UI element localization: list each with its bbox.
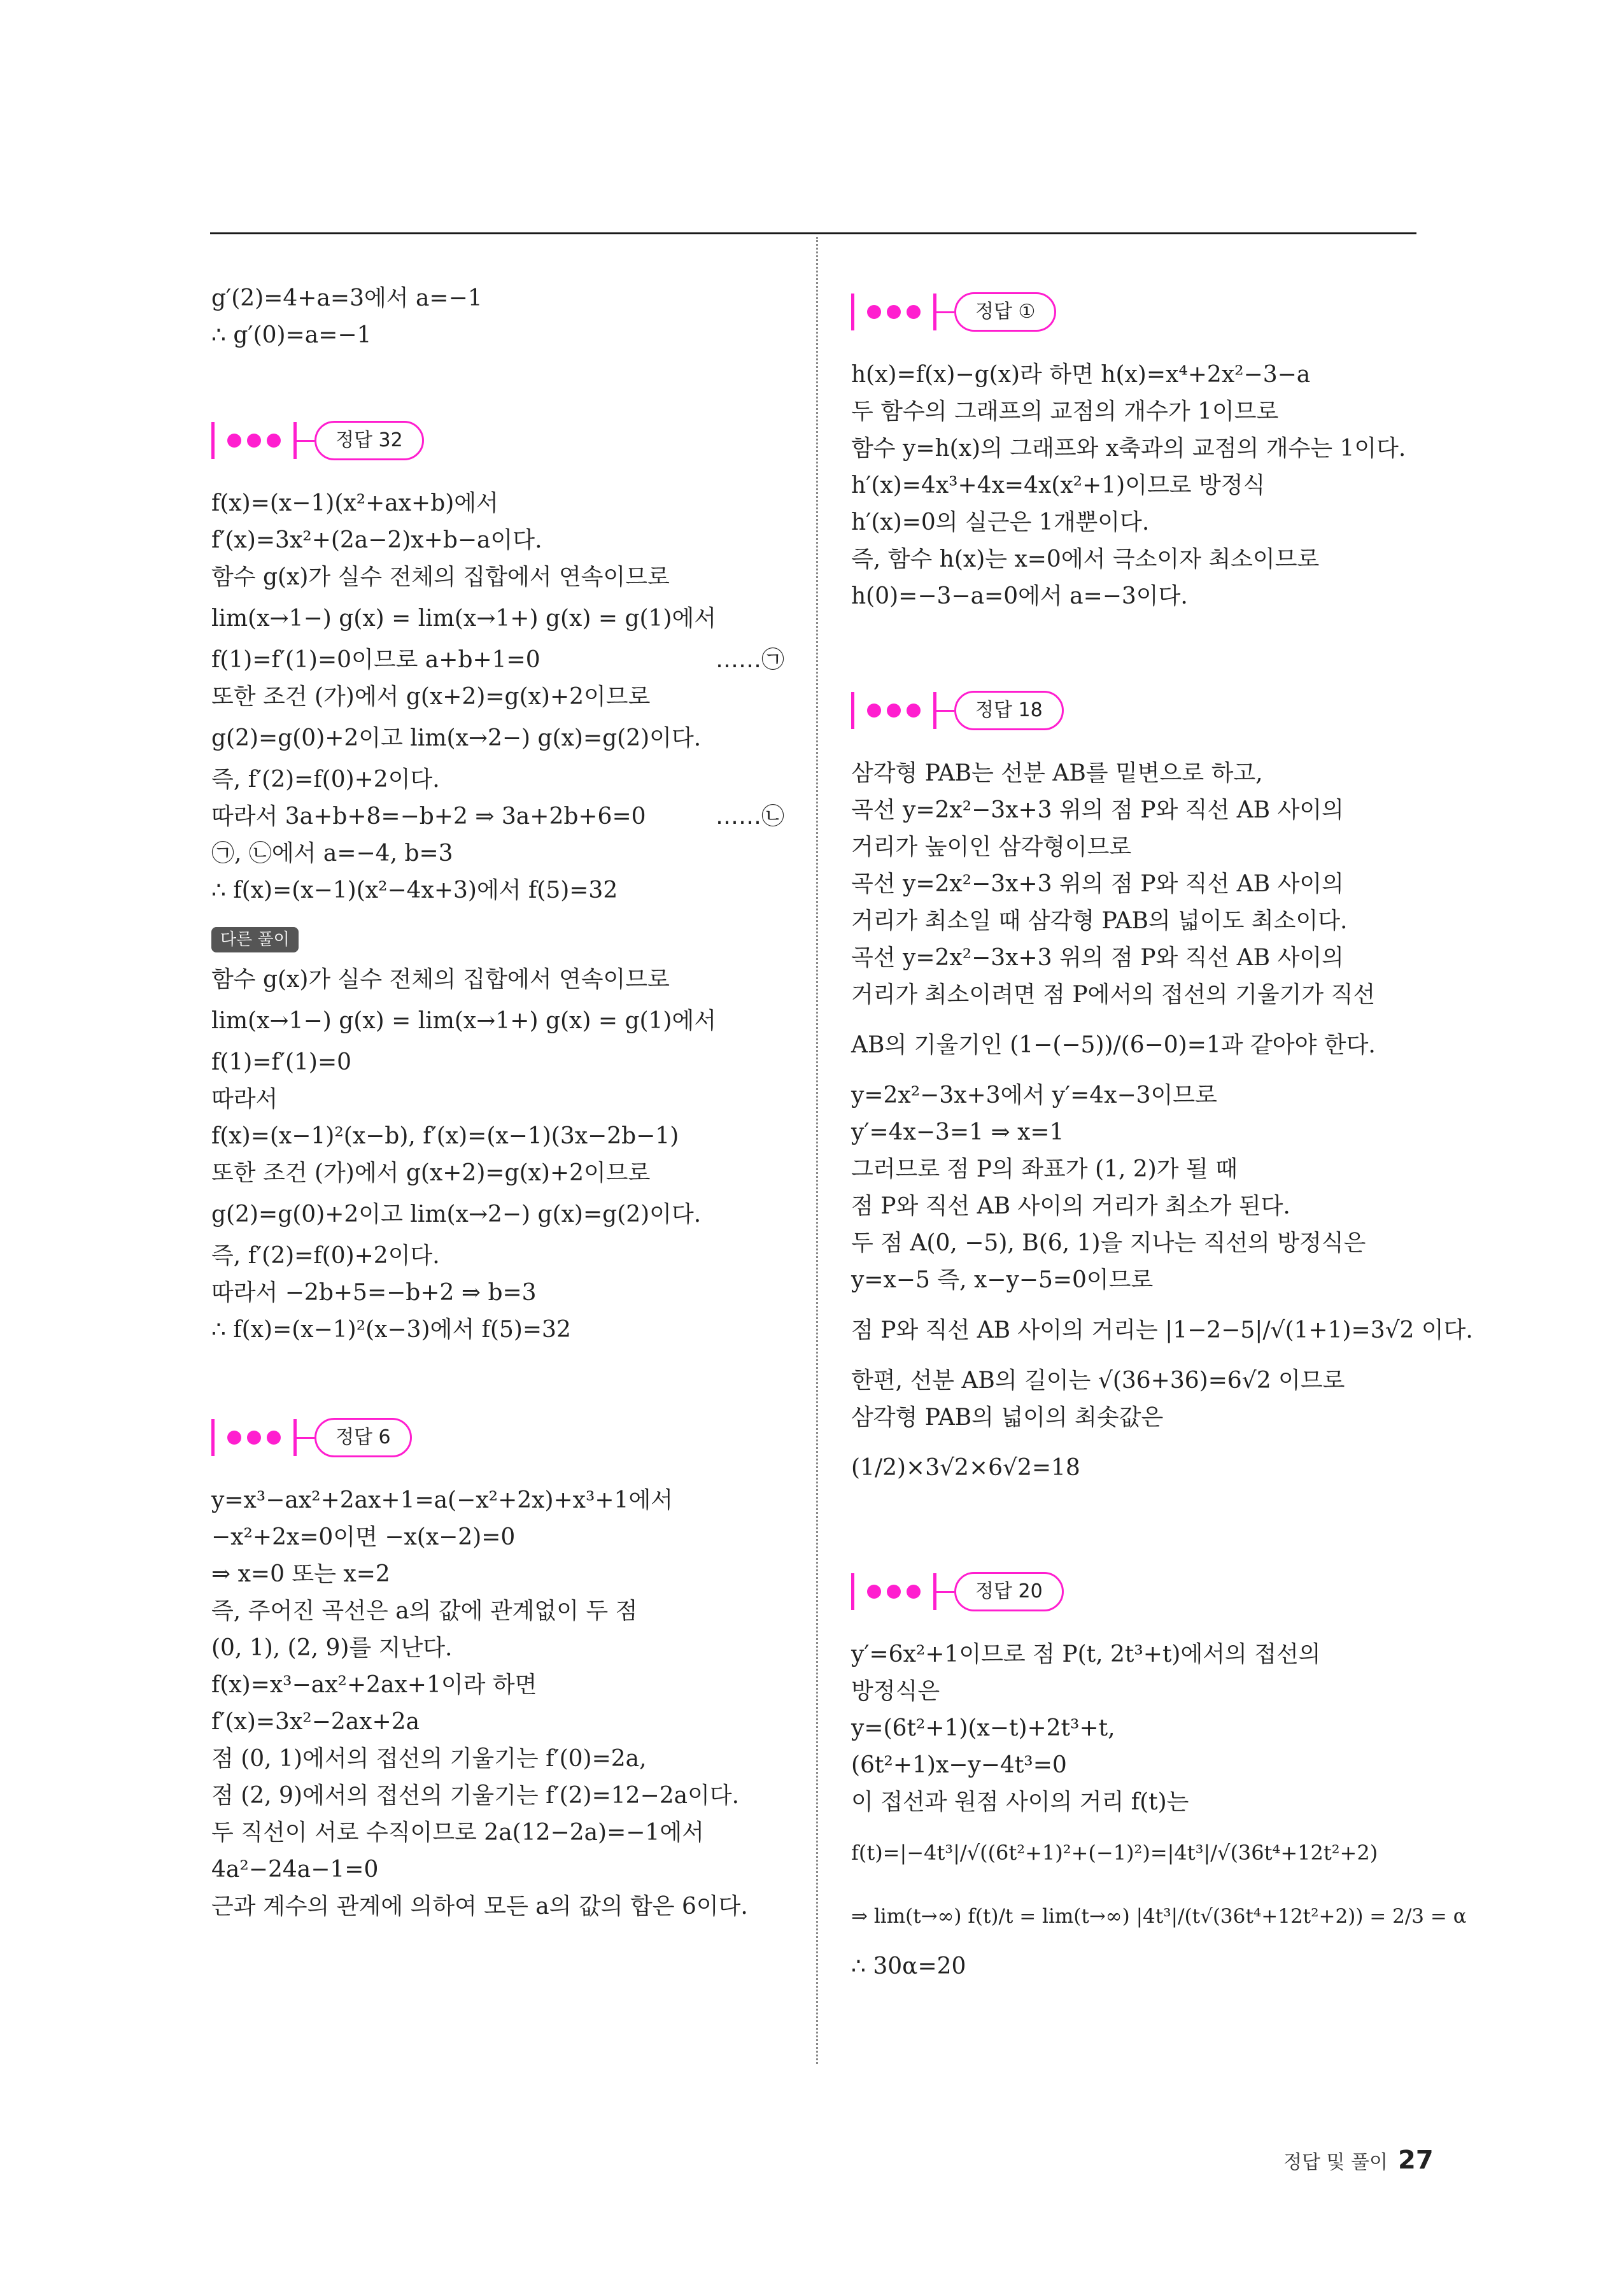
accent-bar [851,294,854,330]
text-line: 삼각형 PAB의 넓이의 최솟값은 [851,1404,1164,1431]
intro-section [211,280,784,354]
answer-18-section [851,685,1473,1500]
text-line: f(x)=(x−1)(x²+ax+b)에서 [211,490,498,516]
text-line: ∴ g′(0)=a=−1 [211,322,372,348]
text-line: 두 함수의 그래프의 교점의 개수가 1이므로 [851,399,1279,425]
text-line: 그러므로 점 P의 좌표가 (1, 2)가 될 때 [851,1156,1238,1182]
text-line: (0, 1), (2, 9)를 지난다. [211,1635,453,1661]
text-line: 따라서 [211,1086,278,1112]
dots-icon [227,434,281,448]
text-line: 즉, 함수 h(x)는 x=0에서 극소이자 최소이므로 [851,546,1320,572]
equation: f(1)=f′(1)=0이므로 a+b+1=0 [211,647,540,673]
text-line: 곡선 y=2x²−3x+3 위의 점 P와 직선 AB 사이의 [851,945,1344,971]
right-column [851,287,1473,1985]
text-line: g′(2)=4+a=3에서 a=−1 [211,285,483,311]
text-line: 삼각형 PAB는 선분 AB를 밑변으로 하고, [851,760,1263,786]
accent-bar [851,1573,854,1610]
accent-bar [211,1419,215,1456]
text-line: 4a²−24a−1=0 [211,1857,379,1883]
equation: 따라서 3a+b+8=−b+2 ⇒ 3a+2b+6=0 [211,803,646,830]
text-line: g(2)=g(0)+2이고 lim(x→2−) g(x)=g(2)이다. [211,725,702,751]
answer-badge: 정답 20 [954,1572,1064,1611]
equation-mark: ……㉠ [715,647,784,673]
text-line: 곡선 y=2x²−3x+3 위의 점 P와 직선 AB 사이의 [851,871,1344,897]
connector-line [297,1437,314,1439]
answer-badge: 정답 32 [314,421,424,460]
answer-header [851,685,1424,736]
answer-badge: 정답 18 [954,691,1064,730]
answer-20-section [851,1566,1467,1985]
text-line: f(1)=f′(1)=0 [211,1049,352,1075]
text-line: y′=6x²+1이므로 점 P(t, 2t³+t)에서의 접선의 [851,1641,1321,1667]
text-line: 즉, 주어진 곡선은 a의 값에 관계없이 두 점 [211,1598,638,1624]
text-line: 점 (2, 9)에서의 접선의 기울기는 f′(2)=12−2a이다. [211,1783,740,1809]
text-line: f′(x)=3x²−2ax+2a [211,1709,420,1735]
dots-icon [867,1585,921,1599]
text-line: 방정식은 [851,1678,940,1704]
answer-1-section [851,287,1424,615]
text-line: y=x−5 즉, x−y−5=0이므로 [851,1267,1154,1293]
text-line: 거리가 높이인 삼각형이므로 [851,834,1132,860]
text-line: y=x³−ax²+2ax+1=a(−x²+2x)+x³+1에서 [211,1487,674,1513]
text-line: y=(6t²+1)(x−t)+2t³+t, [851,1715,1115,1741]
accent-bar [851,692,854,729]
text-line: lim(x→1−) g(x) = lim(x→1+) g(x) = g(1)에서 [211,605,717,632]
text-line: 거리가 최소이려면 점 P에서의 접선의 기울기가 직선 [851,982,1376,1008]
text-line: lim(x→1−) g(x) = lim(x→1+) g(x) = g(1)에서 [211,1008,717,1034]
text-line: ⇒ lim(t→∞) f(t)/t = lim(t→∞) |4t³|/(t√(36t⁴+12t²+2)) = 2/3 = α [851,1905,1467,1928]
text-line: f(x)=x³−ax²+2ax+1이라 하면 [211,1672,537,1698]
text-line [211,798,784,835]
answer-header [211,1412,784,1463]
text-line: h′(x)=4x³+4x=4x(x²+1)이므로 방정식 [851,472,1266,499]
text-line: ∴ f(x)=(x−1)(x²−4x+3)에서 f(5)=32 [211,877,618,903]
page-footer [1283,2146,1434,2175]
answer-32-section [211,415,784,1348]
text-line: y′=4x−3=1 ⇒ x=1 [851,1119,1064,1145]
text-line: f(x)=(x−1)²(x−b), f′(x)=(x−1)(3x−2b−1) [211,1123,679,1149]
connector-line [936,311,954,313]
text-line: 두 직선이 서로 수직이므로 2a(12−2a)=−1에서 [211,1820,704,1846]
connector-line [297,440,314,442]
left-column [211,280,784,1925]
text-line: 한편, 선분 AB의 길이는 √(36+36)=6√2 이므로 [851,1368,1345,1394]
text-line: f′(x)=3x²+(2a−2)x+b−a이다. [211,527,542,553]
text-line: ⇒ x=0 또는 x=2 [211,1561,390,1587]
dots-icon [867,704,921,718]
text-line: 즉, f′(2)=f(0)+2이다. [211,1243,440,1269]
text-line: AB의 기울기인 (1−(−5))/(6−0)=1과 같아야 한다. [851,1032,1376,1058]
text-line: ∴ 30α=20 [851,1953,966,1979]
dots-icon [867,305,921,319]
connector-line [936,710,954,712]
text-line: y=2x²−3x+3에서 y′=4x−3이므로 [851,1082,1217,1108]
column-divider [816,237,818,2064]
text-line: (1/2)×3√2×6√2=18 [851,1455,1080,1481]
text-line: 곡선 y=2x²−3x+3 위의 점 P와 직선 AB 사이의 [851,797,1344,823]
text-line: 두 점 A(0, −5), B(6, 1)을 지나는 직선의 방정식은 [851,1230,1366,1256]
page-number: 27 [1397,2146,1434,2175]
top-rule [210,232,1416,234]
text-line: f(t)=|−4t³|/√((6t²+1)²+(−1)²)=|4t³|/√(36t⁴+12t²+2) [851,1841,1378,1865]
text-line: 근과 계수의 관계에 의하여 모든 a의 값의 합은 6이다. [211,1893,748,1920]
text-line: ㉠, ㉡에서 a=−4, b=3 [211,840,453,867]
text-line: h′(x)=0의 실근은 1개뿐이다. [851,509,1150,535]
text-line: h(0)=−3−a=0에서 a=−3이다. [851,583,1188,609]
text-line: 점 P와 직선 AB 사이의 거리는 |1−2−5|/√(1+1)=3√2 이다. [851,1317,1473,1343]
text-line: ∴ f(x)=(x−1)²(x−3)에서 f(5)=32 [211,1317,571,1343]
text-line: 함수 g(x)가 실수 전체의 집합에서 연속이므로 [211,966,670,993]
text-line: 이 접선과 원점 사이의 거리 f(t)는 [851,1789,1189,1815]
text-line: 함수 g(x)가 실수 전체의 집합에서 연속이므로 [211,564,670,590]
text-line: −x²+2x=0이면 −x(x−2)=0 [211,1524,516,1550]
text-line: (6t²+1)x−y−4t³=0 [851,1752,1067,1778]
connector-line [936,1591,954,1593]
answer-header [851,1566,1424,1617]
text-line: 또한 조건 (가)에서 g(x+2)=g(x)+2이므로 [211,1160,651,1186]
answer-header [851,287,1424,337]
text-line: 점 (0, 1)에서의 접선의 기울기는 f′(0)=2a, [211,1746,647,1772]
equation-mark: ……㉡ [715,803,784,830]
alt-solution-tag: 다른 풀이 [211,927,299,952]
text-line: 점 P와 직선 AB 사이의 거리가 최소가 된다. [851,1193,1290,1219]
answer-badge: 정답 6 [314,1418,412,1457]
dots-icon [227,1431,281,1445]
text-line: g(2)=g(0)+2이고 lim(x→2−) g(x)=g(2)이다. [211,1201,702,1227]
answer-6-section [211,1412,784,1925]
text-line: h(x)=f(x)−g(x)라 하면 h(x)=x⁴+2x²−3−a [851,362,1311,388]
text-line [211,642,784,679]
text-line: 따라서 −2b+5=−b+2 ⇒ b=3 [211,1280,537,1306]
answer-header [211,415,784,466]
text-line: 함수 y=h(x)의 그래프와 x축과의 교점의 개수는 1이다. [851,435,1406,462]
accent-bar [211,422,215,459]
footer-label: 정답 및 풀이 [1283,2151,1388,2174]
text-line: 거리가 최소일 때 삼각형 PAB의 넓이도 최소이다. [851,908,1348,934]
answer-badge: 정답 ① [954,292,1056,332]
text-line: 즉, f′(2)=f(0)+2이다. [211,767,440,793]
text-line: 또한 조건 (가)에서 g(x+2)=g(x)+2이므로 [211,684,651,710]
